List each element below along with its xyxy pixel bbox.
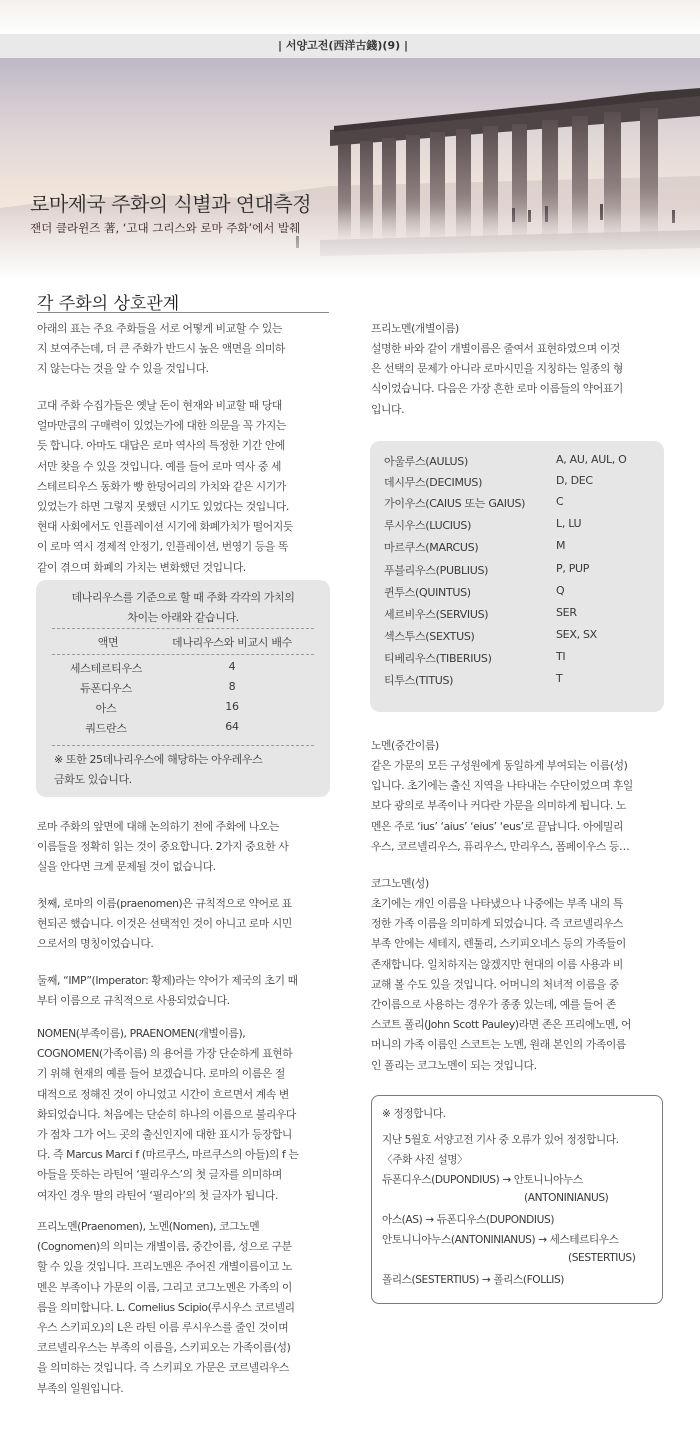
table-cell-multiple: 64 (225, 720, 239, 733)
correction-line: (SESTERTIUS) (568, 1252, 636, 1264)
name-full: 아울루스(AULUS) (384, 455, 468, 468)
section-divider (37, 312, 329, 313)
table-cell-multiple: 4 (228, 660, 236, 673)
denarius-box-footnote: ※ 또한 25데나리우스에 해당하는 아우레우스 금화도 있습니다. (54, 753, 263, 786)
name-full: 섹스투스(SEXTUS) (384, 630, 475, 643)
roman-names-box (370, 441, 664, 712)
name-abbreviation: SER (556, 606, 577, 619)
correction-line: 듀폰디우스(DUPONDIUS) → 안토니니아누스 (382, 1174, 583, 1186)
name-abbreviation: M (556, 539, 566, 552)
table-divider (52, 745, 314, 746)
temple-illustration (0, 58, 700, 280)
article-subtitle: 잰더 클라윈즈 著, ‘고대 그리스와 로마 주화’에서 발췌 (30, 221, 301, 235)
table-cell-denomination: 아스 (95, 702, 117, 715)
left-paragraph-2: 고대 주화 수집가들은 옛날 돈이 현재와 비교할 때 당대 얼마만큼의 구매력이 있었는가에 대한 의문을 꼭 가지는 듯 합니다. 아마도 대답은 로마 역사의 특정한 기간 안에 서만 찾을 수 있을 것입니다. 예를 들어 로마 역사 중 세 스테르티우스 동화가 빵 한덩어리의 가치와 같은 시기가 있었는가 하면 그렇지 못했던 시기도 있었다는 것입니다. 현대 사회에서도 인플레이션 시기에 화폐가치가 떨어지듯 이 로마 역시 경제적 안정기, 인플레이션, 번영기 등을 똑 같이 겪으며 화폐의 가치는 변화했던 것입니다. (37, 399, 293, 574)
name-full: 가이우스(CAIUS 또는 GAIUS) (384, 497, 526, 510)
correction-notice (371, 1095, 663, 1304)
left-paragraph-3: 로마 주화의 앞면에 대해 논의하기 전에 주화에 나오는 이름들을 정확히 읽는 것이 중요합니다. 2가지 중요한 사 실을 안다면 크게 문제될 것이 없습니다. (37, 820, 289, 874)
table-cell-multiple: 16 (225, 700, 239, 713)
table-cell-denomination: 쿼드란스 (85, 722, 127, 735)
top-band (0, 0, 700, 34)
article-title: 로마제국 주화의 식별과 연대측정 (30, 192, 312, 216)
column-header-denomination: 액면 (97, 636, 119, 649)
correction-line: 아스(AS) → 듀폰디우스(DUPONDIUS) (382, 1214, 555, 1226)
name-abbreviation: C (556, 495, 564, 508)
name-abbreviation: A, AU, AUL, O (556, 453, 627, 466)
name-abbreviation: SEX, SX (556, 628, 597, 641)
name-abbreviation: Q (556, 584, 565, 597)
name-full: 티투스(TITUS) (384, 674, 454, 687)
name-full: 티베리우스(TIBERIUS) (384, 652, 492, 665)
praenomen-heading: 프리노멘(개별이름) (371, 322, 459, 335)
left-paragraph-6: NOMEN(부족이름), PRAENOMEN(개별이름), COGNOMEN(가족이름) 의 용어를 가장 단순하게 표현하 기 위해 현재의 예를 들어 보겠습니다. 로마의 이름은 절 대적으로 정해진 것이 아니었고 시간이 흐르면서 계속 변 화되었습니다. 처음에는 단순히 하나의 이름으로 불리우다 가 점차 그가 어느 곳의 출신인지에 대한 표시가 등장합니 다. 즉 Marcus Marci f (마르쿠스, 마르쿠스의 아들)의 f 는 아들을 뜻하는 라틴어 ‘필리우스’의 첫 글자를 의미하며 여자인 경우 딸의 라틴어 ‘필리아’의 첫 글자가 됩니다. (37, 1027, 299, 1202)
name-full: 푸블리우스(PUBLIUS) (384, 564, 489, 577)
left-paragraph-1: 아래의 표는 주요 주화들을 서로 어떻게 비교할 수 있는 지 보여주는데, 더 큰 주화가 반드시 높은 액면을 의미하 지 않는다는 것을 알 수 있을 것입니다. (37, 322, 285, 376)
name-full: 마르쿠스(MARCUS) (384, 541, 479, 554)
name-abbreviation: L, LU (556, 517, 582, 530)
nomen-heading: 노멘(중간이름) (371, 739, 439, 752)
table-cell-denomination: 듀폰디우스 (80, 682, 132, 695)
nomen-text: 같은 가문의 모든 구성원에게 동일하게 부여되는 이름(성) 입니다. 초기에는 출신 지역을 나타내는 수단이었으며 후일 보다 광의로 부족이나 커다란 가문을 의미하게 됩니다. 노 멘은 주로 ‘ius’ ‘aius’ ‘eius’ ‘eus’로 끝납니다. 아에밀리 우스, 코르넬리우스, 퓨리우스, 만리우스, 폼페이우스 등… (371, 759, 633, 853)
name-full: 퀸투스(QUINTUS) (384, 586, 471, 599)
name-abbreviation: P, PUP (556, 562, 590, 575)
name-full: 루시우스(LUCIUS) (384, 519, 472, 532)
cognomen-text: 초기에는 개인 이름을 나타냈으나 나중에는 부족 내의 특 정한 가족 이름을 의미하게 되었습니다. 즉 코르넬리우스 부족 안에는 세테지, 렌툴리, 스키피오네스 등의 가족들이 존재합니다. 일치하지는 않겠지만 현대의 이름 사용과 비 교해 볼 수도 있을 것입니다. 어머니의 처녀적 이름을 중 간이름으로 사용하는 경우가 종종 있는데, 예를 들어 존 스코트 폴리(John Scott Pauley)라면 존은 프리에노멘, 어 머니의 가족 이름인 스코트는 노멘, 원래 본인의 가족이름 인 폴리는 코그노멘이 되는 것입니다. (371, 897, 632, 1072)
denarius-value-box (36, 580, 330, 797)
cognomen-heading: 코그노멘(성) (371, 877, 429, 890)
correction-intro: 지난 5월호 서양고전 기사 중 오류가 있어 정정합니다. (382, 1134, 619, 1146)
correction-title: ※ 정정합니다. (382, 1108, 446, 1120)
denarius-box-caption: 데나리우스를 기준으로 할 때 주화 각각의 가치의 차이는 아래와 같습니다. (71, 591, 295, 624)
name-abbreviation: T (556, 672, 563, 685)
name-abbreviation: TI (556, 650, 566, 663)
section-title: 각 주화의 상호관계 (37, 294, 180, 314)
table-divider (52, 628, 314, 629)
series-label: | 서양고전(西洋古錢)(9) | (0, 34, 700, 58)
name-full: 데시무스(DECIMUS) (384, 476, 483, 489)
left-paragraph-7: 프리노멘(Praenomen), 노멘(Nomen), 코그노멘 (Cognomen)의 의미는 개별이름, 중간이름, 성으로 구분 할 수 있을 것입니다. 프리노멘은 주어진 개별이름이고 노 멘은 부족이나 가문의 이름, 그리고 코그노멘은 가족의 이 름을 의미합니다. L. Cornelius Scipio(루시우스 코르넬리 우스 스키피오)의 L은 라틴 이름 루시우스를 줄인 것이며 코르넬리우스는 부족의 이름을, 스키피오는 가족이름(성) 을 의미하는 것입니다. 즉 스키피오 가문은 코르넬리우스 부족의 일원입니다. (37, 1220, 295, 1395)
praenomen-text: 설명한 바와 같이 개별이름은 줄여서 표현하였으며 이것 은 선택의 문제가 아니라 로마시민을 지칭하는 일종의 형 식이었습니다. 다음은 가장 흔한 로마 이름들의 약어표기 입니다. (371, 342, 623, 416)
correction-line: (ANTONINIANUS) (524, 1192, 609, 1204)
name-abbreviation: D, DEC (556, 474, 593, 487)
table-cell-denomination: 세스테르티우스 (69, 662, 143, 675)
table-cell-multiple: 8 (228, 680, 236, 693)
left-paragraph-5: 둘째, “IMP”(Imperator: 황제)라는 약어가 제국의 초기 때 부터 이름으로 규칙적으로 사용되었습니다. (37, 974, 298, 1008)
correction-line: 폴리스(SESTERTIUS) → 폴리스(FOLLIS) (382, 1274, 565, 1286)
left-paragraph-4: 첫째, 로마의 이름(praenomen)은 규칙적으로 약어로 표 현되곤 했습니다. 이것은 선택적인 것이 아니고 로마 시민 으로서의 명칭이었습니다. (37, 897, 292, 951)
table-divider (52, 654, 314, 655)
name-full: 세르비우스(SERVIUS) (384, 608, 489, 621)
hero-image (0, 58, 700, 280)
column-header-multiple: 데나리우스와 비교시 배수 (172, 636, 292, 649)
correction-label: 〈주화 사진 설명〉 (382, 1154, 468, 1166)
correction-line: 안토니니아누스(ANTONINIANUS) → 세스테르티우스 (382, 1234, 619, 1246)
